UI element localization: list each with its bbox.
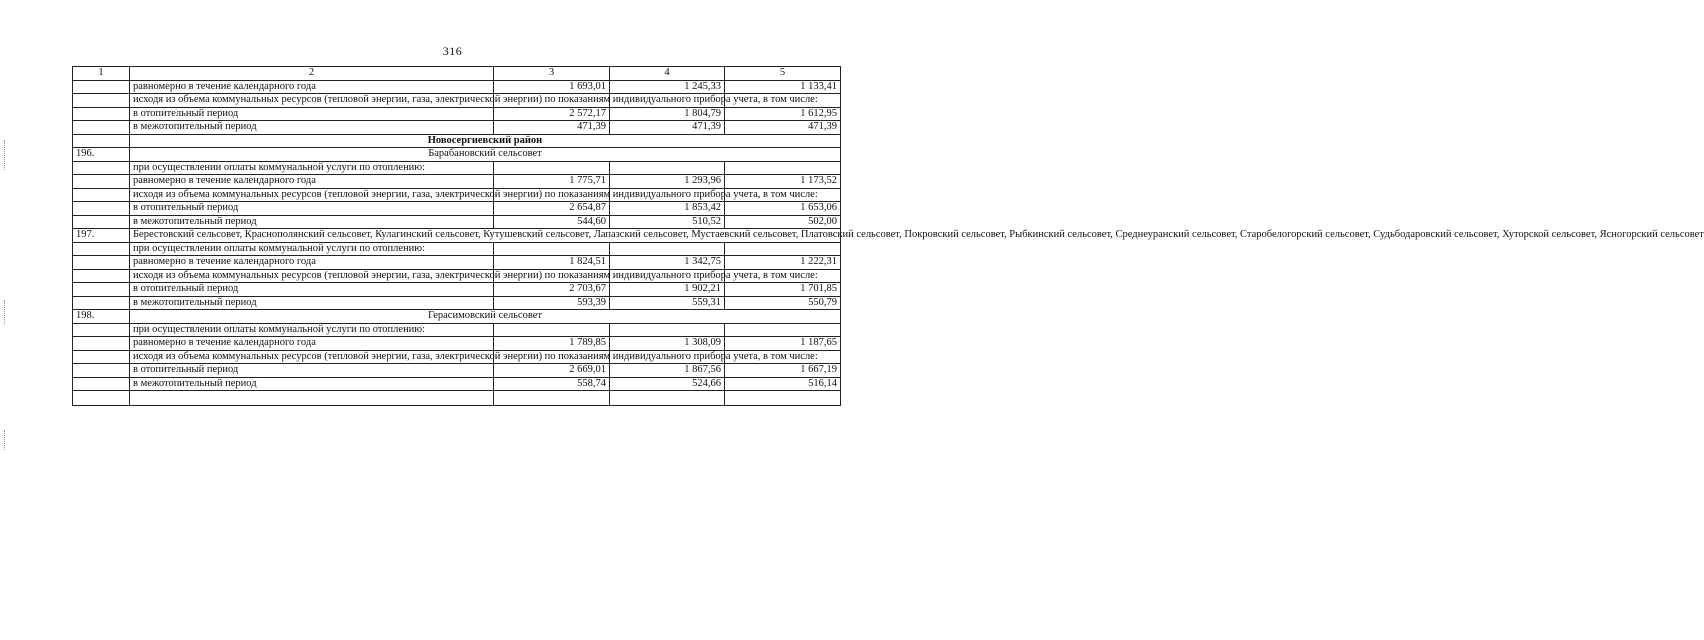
row-label: в межотопительный период — [130, 377, 494, 391]
table-row — [73, 188, 841, 202]
index-cell — [73, 107, 130, 121]
row-label: равномерно в течение календарного года — [130, 337, 494, 351]
value-cell: 1 245,33 — [610, 80, 725, 94]
empty-cell — [494, 391, 610, 406]
section-index: 197. — [73, 229, 130, 243]
section-title: Берестовский сельсовет, Краснополянский сельсовет, Кулагинский сельсовет, Кутушевский сельсовет, Лапазский сельсовет, Мустаевский сельсовет, Платовский сельсовет, Покровский сельсовет, Рыбкинский сельсовет, Среднеуранский сельсовет, Старобелогорский сельсовет, Судьбодаровский сельсовет, Хуторской сельсовет, Ясногорский сельсовет — [130, 229, 841, 243]
section-title: Герасимовский сельсовет — [130, 310, 841, 324]
value-cell — [610, 161, 725, 175]
index-cell — [73, 80, 130, 94]
index-cell — [73, 269, 130, 283]
index-cell — [73, 283, 130, 297]
table-row — [73, 323, 841, 337]
row-label: исходя из объема коммунальных ресурсов (тепловой энергии, газа, электрической энергии) по показаниям индивидуального прибора учета, в том числе: — [130, 269, 494, 283]
value-cell: 524,66 — [610, 377, 725, 391]
value-cell — [494, 161, 610, 175]
empty-cell — [130, 391, 494, 406]
section-index: 196. — [73, 148, 130, 162]
index-cell — [73, 256, 130, 270]
blank-row — [73, 391, 841, 406]
column-header: 1 — [73, 67, 130, 81]
value-cell: 1 653,06 — [725, 202, 841, 216]
row-label: в межотопительный период — [130, 215, 494, 229]
table-row — [73, 256, 841, 270]
district-title: Новосергиевский район — [130, 134, 841, 148]
table-row — [73, 283, 841, 297]
table-row — [73, 269, 841, 283]
value-cell: 1 867,56 — [610, 364, 725, 378]
index-cell — [73, 121, 130, 135]
index-cell — [73, 188, 130, 202]
index-cell — [73, 364, 130, 378]
tariff-table — [72, 66, 1704, 406]
value-cell: 2 572,17 — [494, 107, 610, 121]
margin-mark — [4, 140, 7, 170]
value-cell: 1 789,85 — [494, 337, 610, 351]
value-cell: 544,60 — [494, 215, 610, 229]
index-cell — [73, 175, 130, 189]
row-label: равномерно в течение календарного года — [130, 80, 494, 94]
index-cell — [73, 215, 130, 229]
table-row — [73, 161, 841, 175]
page-number: 316 — [442, 44, 463, 58]
value-cell: 1 342,75 — [610, 256, 725, 270]
margin-mark — [4, 430, 7, 450]
row-label: исходя из объема коммунальных ресурсов (тепловой энергии, газа, электрической энергии) по показаниям индивидуального прибора учета, в том числе: — [130, 350, 494, 364]
value-cell: 1 222,31 — [725, 256, 841, 270]
value-cell: 471,39 — [725, 121, 841, 135]
row-label: равномерно в течение календарного года — [130, 256, 494, 270]
table-row — [73, 337, 841, 351]
table-row — [73, 215, 841, 229]
value-cell: 558,74 — [494, 377, 610, 391]
row-label: в отопительный период — [130, 283, 494, 297]
row-label: при осуществлении оплаты коммунальной услуги по отоплению: — [130, 242, 494, 256]
table-row — [73, 364, 841, 378]
table-row — [73, 242, 841, 256]
row-label: в межотопительный период — [130, 121, 494, 135]
empty-cell — [73, 391, 130, 406]
table-row — [73, 80, 841, 94]
value-cell: 471,39 — [610, 121, 725, 135]
table-row — [73, 94, 841, 108]
value-cell: 559,31 — [610, 296, 725, 310]
index-cell — [73, 202, 130, 216]
section-index: 198. — [73, 310, 130, 324]
value-cell: 1 293,96 — [610, 175, 725, 189]
value-cell: 1 173,52 — [725, 175, 841, 189]
row-label: в отопительный период — [130, 107, 494, 121]
value-cell — [494, 242, 610, 256]
section-title: Барабановский сельсовет — [130, 148, 841, 162]
empty-cell — [725, 391, 841, 406]
value-cell: 1 187,65 — [725, 337, 841, 351]
value-cell: 2 669,01 — [494, 364, 610, 378]
index-cell — [73, 94, 130, 108]
value-cell: 1 824,51 — [494, 256, 610, 270]
value-cell: 550,79 — [725, 296, 841, 310]
value-cell: 1 612,95 — [725, 107, 841, 121]
value-cell: 1 775,71 — [494, 175, 610, 189]
row-label: в отопительный период — [130, 364, 494, 378]
empty-cell — [610, 391, 725, 406]
table-row — [73, 107, 841, 121]
value-cell: 1 693,01 — [494, 80, 610, 94]
value-cell: 510,52 — [610, 215, 725, 229]
margin-mark — [4, 300, 7, 324]
value-cell — [610, 242, 725, 256]
row-label: в межотопительный период — [130, 296, 494, 310]
value-cell: 516,14 — [725, 377, 841, 391]
value-cell: 593,39 — [494, 296, 610, 310]
index-cell — [73, 134, 130, 148]
section-row — [73, 229, 841, 243]
index-cell — [73, 323, 130, 337]
row-label: равномерно в течение календарного года — [130, 175, 494, 189]
value-cell: 2 703,67 — [494, 283, 610, 297]
table-row — [73, 121, 841, 135]
value-cell: 502,00 — [725, 215, 841, 229]
table-row — [73, 377, 841, 391]
column-header: 4 — [610, 67, 725, 81]
value-cell — [725, 323, 841, 337]
value-cell: 1 667,19 — [725, 364, 841, 378]
value-cell — [494, 323, 610, 337]
value-cell: 1 804,79 — [610, 107, 725, 121]
value-cell: 1 701,85 — [725, 283, 841, 297]
index-cell — [73, 377, 130, 391]
section-row — [73, 310, 841, 324]
row-label: исходя из объема коммунальных ресурсов (тепловой энергии, газа, электрической энергии) по показаниям индивидуального прибора учета, в том числе: — [130, 94, 494, 108]
column-header: 5 — [725, 67, 841, 81]
value-cell: 1 902,21 — [610, 283, 725, 297]
value-cell — [725, 242, 841, 256]
column-header: 2 — [130, 67, 494, 81]
table-row — [73, 296, 841, 310]
district-row — [73, 134, 841, 148]
value-cell: 1 133,41 — [725, 80, 841, 94]
column-header: 3 — [494, 67, 610, 81]
row-label: в отопительный период — [130, 202, 494, 216]
value-cell: 1 853,42 — [610, 202, 725, 216]
section-row — [73, 148, 841, 162]
table-header-row — [73, 67, 841, 81]
value-cell — [610, 323, 725, 337]
table-row — [73, 350, 841, 364]
table-row — [73, 175, 841, 189]
index-cell — [73, 350, 130, 364]
index-cell — [73, 337, 130, 351]
value-cell: 471,39 — [494, 121, 610, 135]
row-label: при осуществлении оплаты коммунальной услуги по отоплению: — [130, 323, 494, 337]
row-label: исходя из объема коммунальных ресурсов (тепловой энергии, газа, электрической энергии) по показаниям индивидуального прибора учета, в том числе: — [130, 188, 494, 202]
value-cell — [725, 161, 841, 175]
table-row — [73, 202, 841, 216]
value-cell: 2 654,87 — [494, 202, 610, 216]
value-cell: 1 308,09 — [610, 337, 725, 351]
index-cell — [73, 296, 130, 310]
row-label: при осуществлении оплаты коммунальной услуги по отоплению: — [130, 161, 494, 175]
index-cell — [73, 161, 130, 175]
index-cell — [73, 242, 130, 256]
